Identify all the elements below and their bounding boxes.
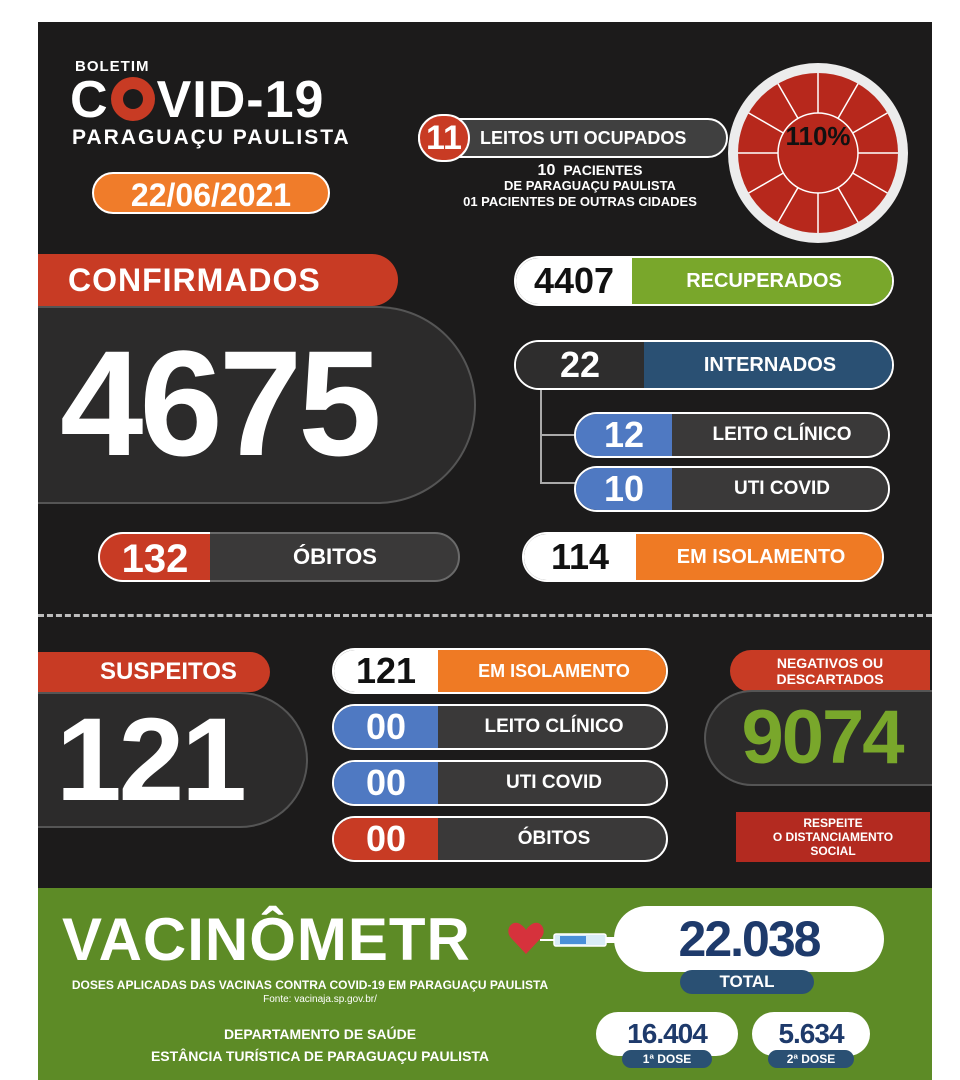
uti-label: LEITOS UTI OCUPADOS <box>480 128 687 148</box>
uti-covid-value: 10 <box>576 468 672 510</box>
suspeitos-leito-label: LEITO CLÍNICO <box>484 716 624 737</box>
internados-bracket <box>540 388 576 484</box>
negativos-label <box>730 650 930 692</box>
respeite-line-3: SOCIAL <box>810 844 856 858</box>
isolamento-value: 114 <box>524 534 636 580</box>
suspeitos-uti-pill <box>332 760 668 806</box>
dial-segment <box>838 84 858 119</box>
covid-title <box>70 70 324 130</box>
covid-title-c: C <box>70 71 109 129</box>
suspeitos-leito-value: 00 <box>334 706 438 748</box>
obitos-label: ÓBITOS <box>293 544 377 569</box>
confirmados-value: 4675 <box>60 319 378 487</box>
vaccine-total-value: 22.038 <box>614 906 884 972</box>
suspeitos-obitos-pill <box>332 816 668 862</box>
vacinometro-source: Fonte: vacinaja.sp.gov.br/ <box>263 994 377 1005</box>
dial-segment <box>749 173 784 193</box>
uti-covid-pill <box>574 466 890 512</box>
occupancy-percent: 110% <box>785 121 851 151</box>
section-divider <box>38 614 932 617</box>
negativos-value: 9074 <box>741 695 903 780</box>
internados-label: INTERNADOS <box>644 342 894 388</box>
city-official-name: ESTÂNCIA TURÍSTICA DE PARAGUAÇU PAULISTA <box>150 1048 490 1064</box>
uti-covid-label: UTI COVID <box>672 468 890 510</box>
suspeitos-label: SUSPEITOS <box>38 652 270 692</box>
respeite-line-1: RESPEITE <box>803 816 863 830</box>
uti-local-label-1: PACIENTES <box>563 162 643 178</box>
dose2-label: 2ª DOSE <box>768 1050 854 1068</box>
bulletin-date: 22/06/2021 <box>92 172 330 214</box>
recuperados-pill <box>514 256 894 306</box>
dial-segment <box>853 173 888 193</box>
dose1-label: 1ª DOSE <box>622 1050 712 1068</box>
recuperados-value: 4407 <box>516 258 632 304</box>
city-name: PARAGUAÇU PAULISTA <box>72 126 351 149</box>
leito-clinico-pill <box>574 412 890 458</box>
uti-local-label-2: DE PARAGUAÇU PAULISTA <box>504 178 676 193</box>
isolamento-label: EM ISOLAMENTO <box>636 534 884 580</box>
uti-local-count: 10 <box>537 162 556 179</box>
boletim-label: BOLETIM <box>75 58 150 75</box>
dial-segment <box>778 188 798 223</box>
obitos-value: 132 <box>98 532 210 582</box>
vacinometro-subtitle: DOSES APLICADAS DAS VACINAS CONTRA COVID-19 EM PARAGUAÇU PAULISTA <box>71 978 549 992</box>
dose1-value: 16.404 <box>596 1012 738 1056</box>
suspeitos-obitos-label: ÓBITOS <box>517 828 591 849</box>
isolamento-pill <box>522 532 884 582</box>
recuperados-label: RECUPERADOS <box>632 258 894 304</box>
suspeitos-obitos-value: 00 <box>334 818 438 860</box>
dial-segment <box>838 188 858 223</box>
vacinometro-title: VACINÔMETR <box>62 906 471 973</box>
covid-title-rest: VID-19 <box>156 71 325 129</box>
suspeitos-value: 121 <box>56 694 244 826</box>
dose2-value: 5.634 <box>752 1012 870 1056</box>
suspeitos-uti-label: UTI COVID <box>505 772 603 793</box>
negativos-label-1: NEGATIVOS OU <box>776 655 884 671</box>
uti-count: 11 <box>418 114 470 162</box>
suspeitos-isolamento-value: 121 <box>334 650 438 692</box>
confirmados-label: CONFIRMADOS <box>38 254 398 306</box>
virus-o-icon <box>111 77 155 121</box>
leito-clinico-value: 12 <box>576 414 672 456</box>
leito-clinico-label: LEITO CLÍNICO <box>672 414 890 456</box>
vaccine-total-label: TOTAL <box>680 970 814 994</box>
internados-value: 22 <box>516 342 644 388</box>
internados-pill <box>514 340 894 390</box>
dial-segment <box>778 84 798 119</box>
respeite-line-2: O DISTANCIAMENTO <box>772 830 894 844</box>
department-name: DEPARTAMENTO DE SAÚDE <box>223 1026 417 1042</box>
suspeitos-isolamento-pill <box>332 648 668 694</box>
suspeitos-isolamento-label: EM ISOLAMENTO <box>438 650 668 692</box>
negativos-label-2: DESCARTADOS <box>776 671 884 687</box>
respeite-banner <box>736 812 930 862</box>
suspeitos-uti-value: 00 <box>334 762 438 804</box>
internados-bracket-branch <box>540 434 576 436</box>
uti-other-cities: 01 PACIENTES DE OUTRAS CIDADES <box>463 194 697 209</box>
suspeitos-leito-pill <box>332 704 668 750</box>
